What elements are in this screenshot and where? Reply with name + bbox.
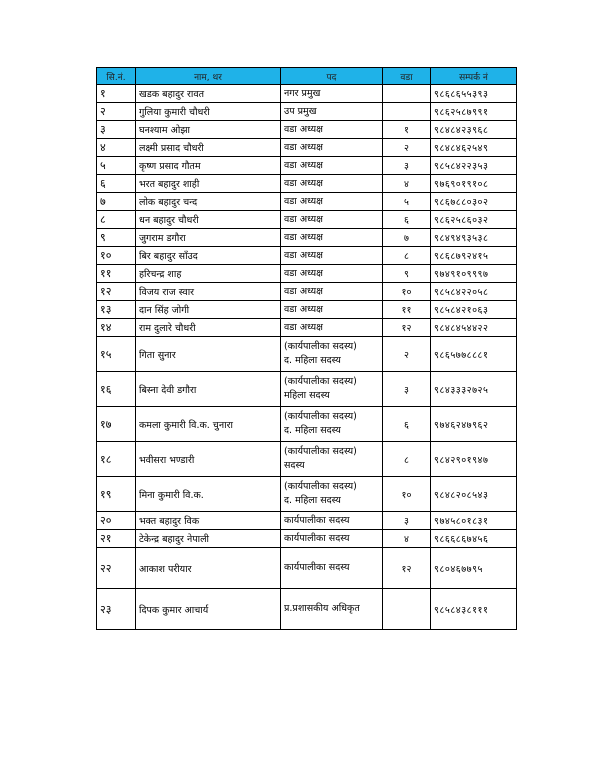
cell-name: भवीसरा भण्डारी — [136, 442, 281, 477]
position-line: (कार्यपालीका सदस्य) — [284, 376, 357, 387]
cell-ward — [383, 589, 431, 630]
position-line-2: महिला सदस्य — [284, 390, 330, 401]
cell-contact: ९८५८४३८१११ — [431, 589, 517, 630]
cell-ward: ८ — [383, 247, 431, 265]
cell-contact: ९८४८४२३९६८ — [431, 121, 517, 139]
position-line: नगर प्रमुख — [284, 87, 321, 99]
cell-ward — [383, 103, 431, 121]
position-line: वडा अध्यक्ष — [284, 267, 323, 279]
position-line-2: सदस्य — [284, 460, 305, 471]
cell-position — [281, 337, 383, 372]
cell-ward: ४ — [383, 175, 431, 193]
table-row — [97, 283, 517, 301]
cell-contact: ९८०४६७७९५ — [431, 548, 517, 589]
cell-contact: ९८४८२०८५४३ — [431, 477, 517, 512]
table-row — [97, 407, 517, 442]
table-row — [97, 548, 517, 589]
position-line: कार्यपालीका सदस्य — [284, 562, 350, 573]
cell-ward: ३ — [383, 372, 431, 407]
cell-position — [281, 85, 383, 103]
position-line: वडा अध्यक्ष — [284, 177, 323, 189]
table-row — [97, 175, 517, 193]
cell-position — [281, 512, 383, 530]
cell-position — [281, 372, 383, 407]
header-position: पद — [281, 68, 383, 85]
position-line: (कार्यपालीका सदस्य) — [284, 341, 357, 352]
cell-ward: ७ — [383, 229, 431, 247]
cell-position — [281, 530, 383, 548]
cell-sn: १७ — [97, 407, 136, 442]
table-row — [97, 337, 517, 372]
cell-sn: १ — [97, 85, 136, 103]
cell-ward — [383, 85, 431, 103]
cell-name: हरिचन्द्र शाह — [136, 265, 281, 283]
cell-position — [281, 229, 383, 247]
position-line: वडा अध्यक्ष — [284, 321, 323, 333]
cell-ward: ११ — [383, 301, 431, 319]
cell-contact: ९७६९०१९१०८ — [431, 175, 517, 193]
cell-ward: १ — [383, 121, 431, 139]
table-row — [97, 442, 517, 477]
cell-sn: १९ — [97, 477, 136, 512]
cell-name: लोक बहादुर चन्द — [136, 193, 281, 211]
position-line: वडा अध्यक्ष — [284, 249, 323, 261]
table-row — [97, 512, 517, 530]
cell-ward: ९ — [383, 265, 431, 283]
cell-name: विजय राज स्वार — [136, 283, 281, 301]
cell-sn: २१ — [97, 530, 136, 548]
cell-contact: ९८६६८६७४५६ — [431, 530, 517, 548]
table-row — [97, 301, 517, 319]
header-ward: वडा — [383, 68, 431, 85]
position-line: कार्यपालीका सदस्य — [284, 532, 350, 544]
cell-sn: १३ — [97, 301, 136, 319]
cell-position — [281, 407, 383, 442]
table-row — [97, 247, 517, 265]
cell-contact: ९८५८४२२३५३ — [431, 157, 517, 175]
table-row — [97, 139, 517, 157]
cell-position — [281, 301, 383, 319]
cell-sn: १८ — [97, 442, 136, 477]
cell-name: गिता सुनार — [136, 337, 281, 372]
cell-position — [281, 265, 383, 283]
cell-sn: १६ — [97, 372, 136, 407]
cell-name: लक्ष्मी प्रसाद चौधरी — [136, 139, 281, 157]
cell-contact: ९८४२९०१९४७ — [431, 442, 517, 477]
cell-ward: २ — [383, 139, 431, 157]
cell-contact: ९८४३३३२७२५ — [431, 372, 517, 407]
position-line: उप प्रमुख — [284, 105, 317, 117]
cell-sn: १५ — [97, 337, 136, 372]
cell-name: घनश्याम ओझा — [136, 121, 281, 139]
cell-name: भक्त बहादुर विक — [136, 512, 281, 530]
cell-ward: १० — [383, 477, 431, 512]
cell-contact: ९८४८४५४४२२ — [431, 319, 517, 337]
cell-ward: ६ — [383, 211, 431, 229]
position-line-2: द. महिला सदस्य — [284, 425, 341, 436]
cell-sn: ९ — [97, 229, 136, 247]
cell-ward: १२ — [383, 319, 431, 337]
table-row — [97, 103, 517, 121]
cell-position — [281, 211, 383, 229]
table-row — [97, 589, 517, 630]
cell-sn: २२ — [97, 548, 136, 589]
table-row — [97, 372, 517, 407]
cell-sn: १४ — [97, 319, 136, 337]
cell-sn: २ — [97, 103, 136, 121]
position-line: वडा अध्यक्ष — [284, 213, 323, 225]
cell-position — [281, 103, 383, 121]
cell-sn: १२ — [97, 283, 136, 301]
header-contact: सम्पर्क नं — [431, 68, 517, 85]
cell-name: राम दुलारे चौधरी — [136, 319, 281, 337]
table-row — [97, 193, 517, 211]
cell-position — [281, 139, 383, 157]
cell-position — [281, 548, 383, 589]
cell-position — [281, 247, 383, 265]
table-row — [97, 265, 517, 283]
cell-position — [281, 121, 383, 139]
table-row — [97, 211, 517, 229]
table-row — [97, 477, 517, 512]
cell-name: मिना कुमारी वि.क. — [136, 477, 281, 512]
cell-name: आकाश परीयार — [136, 548, 281, 589]
position-line: वडा अध्यक्ष — [284, 303, 323, 315]
cell-position — [281, 477, 383, 512]
cell-ward: ५ — [383, 193, 431, 211]
position-line: वडा अध्यक्ष — [284, 159, 323, 171]
cell-sn: १० — [97, 247, 136, 265]
cell-ward: ४ — [383, 530, 431, 548]
cell-contact: ९८६७८८०३०२ — [431, 193, 517, 211]
cell-ward: ३ — [383, 512, 431, 530]
cell-sn: ११ — [97, 265, 136, 283]
table-body — [97, 85, 517, 630]
header-name: नाम, थर — [136, 68, 281, 85]
cell-sn: ८ — [97, 211, 136, 229]
position-line-2: द. महिला सदस्य — [284, 495, 341, 506]
cell-contact: ९७४५८०१८३१ — [431, 512, 517, 530]
cell-position — [281, 157, 383, 175]
cell-position — [281, 193, 383, 211]
cell-contact: ९८६२५८७९९१ — [431, 103, 517, 121]
header-row — [97, 68, 517, 85]
cell-sn: ३ — [97, 121, 136, 139]
cell-sn: ४ — [97, 139, 136, 157]
cell-name: दान सिंह जोगी — [136, 301, 281, 319]
cell-ward: ८ — [383, 442, 431, 477]
cell-position — [281, 589, 383, 630]
cell-contact: ९८४८४६२५४९ — [431, 139, 517, 157]
position-line: (कार्यपालीका सदस्य) — [284, 411, 357, 422]
cell-name: बिस्ना देवी डगौरा — [136, 372, 281, 407]
cell-name: भरत बहादुर शाही — [136, 175, 281, 193]
cell-name: खडक बहादुर रावत — [136, 85, 281, 103]
cell-ward: ३ — [383, 157, 431, 175]
cell-ward: ६ — [383, 407, 431, 442]
cell-position — [281, 442, 383, 477]
cell-sn: ६ — [97, 175, 136, 193]
cell-name: कमला कुमारी वि.क. चुनारा — [136, 407, 281, 442]
cell-name: दिपक कुमार आचार्य — [136, 589, 281, 630]
cell-name: धन बहादुर चौधरी — [136, 211, 281, 229]
cell-name: कृष्ण प्रसाद गौतम — [136, 157, 281, 175]
cell-position — [281, 283, 383, 301]
table-row — [97, 121, 517, 139]
position-line-2: द. महिला सदस्य — [284, 355, 341, 366]
cell-contact: ९८४९४९३५३८ — [431, 229, 517, 247]
cell-position — [281, 175, 383, 193]
cell-contact: ९८६५७७८८८१ — [431, 337, 517, 372]
table-row — [97, 319, 517, 337]
cell-position — [281, 319, 383, 337]
cell-sn: २० — [97, 512, 136, 530]
table-row — [97, 157, 517, 175]
table-row — [97, 530, 517, 548]
cell-contact: ९८६८७९२४१५ — [431, 247, 517, 265]
position-line: वडा अध्यक्ष — [284, 195, 323, 207]
position-line: वडा अध्यक्ष — [284, 123, 323, 135]
cell-contact: ९७४६२४७९६२ — [431, 407, 517, 442]
cell-sn: २३ — [97, 589, 136, 630]
table-row — [97, 229, 517, 247]
cell-contact: ९७४९१०९९९७ — [431, 265, 517, 283]
position-line: (कार्यपालीका सदस्य) — [284, 481, 357, 492]
header-sn: सि.नं. — [97, 68, 136, 85]
cell-ward: १२ — [383, 548, 431, 589]
cell-contact: ९८६८६५५३९३ — [431, 85, 517, 103]
position-line: कार्यपालीका सदस्य — [284, 514, 350, 526]
cell-name: जुगराम डगौरा — [136, 229, 281, 247]
cell-sn: ७ — [97, 193, 136, 211]
cell-contact: ९८६२५८६०३२ — [431, 211, 517, 229]
cell-name: बिर बहादुर साँउद — [136, 247, 281, 265]
cell-ward: २ — [383, 337, 431, 372]
position-line: प्र.प्रशासकीय अधिकृत — [284, 603, 360, 614]
contact-table — [96, 67, 517, 630]
position-line: (कार्यपालीका सदस्य) — [284, 446, 357, 457]
table-row — [97, 85, 517, 103]
position-line: वडा अध्यक्ष — [284, 231, 323, 243]
cell-name: गुलिया कुमारी चौधरी — [136, 103, 281, 121]
cell-ward: १० — [383, 283, 431, 301]
cell-contact: ९८५८४२२०५८ — [431, 283, 517, 301]
cell-sn: ५ — [97, 157, 136, 175]
cell-contact: ९८५८४२१०६३ — [431, 301, 517, 319]
position-line: वडा अध्यक्ष — [284, 141, 323, 153]
cell-name: टेकेन्द्र बहादुर नेपाली — [136, 530, 281, 548]
position-line: वडा अध्यक्ष — [284, 285, 323, 297]
